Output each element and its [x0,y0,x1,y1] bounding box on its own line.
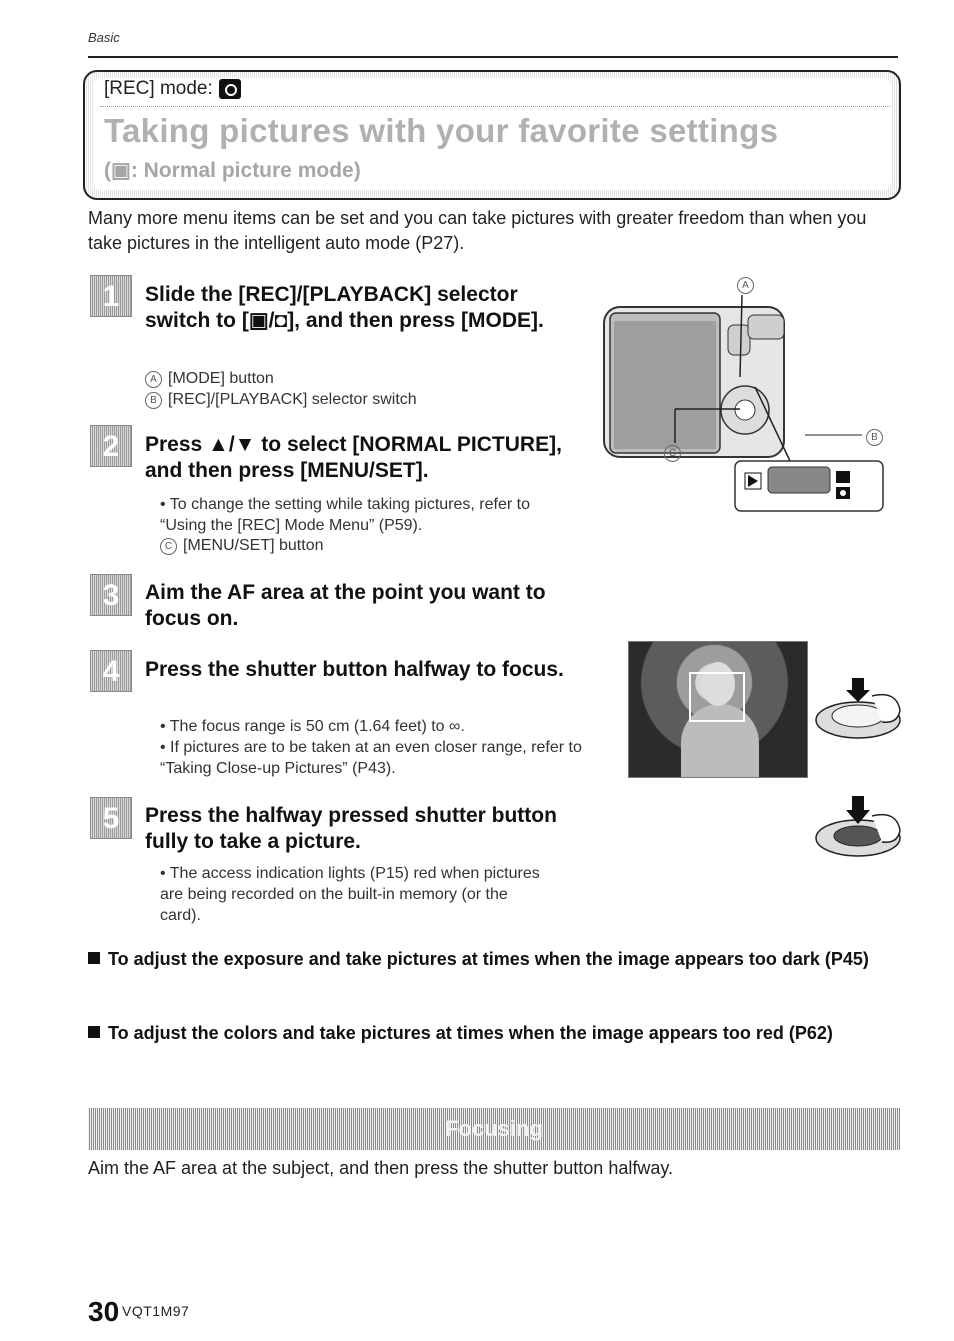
shutter-half-press-icon [812,676,904,744]
note-text: [MENU/SET] button [183,537,324,554]
step-number: 4 [90,650,132,692]
focusing-text: Aim the AF area at the subject, and then press the shutter button halfway. [88,1158,674,1178]
callout-label-a: A [737,276,760,294]
step-bullet: • To change the setting while taking pictures, refer to “Using the [REC] Mode Menu” (P59). [160,494,580,536]
focus-photo [628,641,808,778]
rec-mode-label [104,78,241,100]
focusing-heading: Focusing [445,1116,543,1141]
dotted-divider [100,106,890,107]
intro-paragraph: Many more menu items can be set and you can take pictures with greater freedom than when you take pictures in the intelligent auto mode (P27). [88,208,867,253]
step-heading: Press the halfway pressed shutter button fully to take a picture. [145,804,557,853]
top-rule [88,56,898,58]
section-label: Basic [88,30,120,45]
document-code: VQT1M97 [122,1303,190,1319]
step-number: 2 [90,425,132,467]
note-text: [MODE] button [168,370,274,387]
step-heading: Slide the [REC]/[PLAYBACK] selector switch to [▣/◘], and then press [MODE]. [145,283,544,332]
shutter-full-press-icon [812,794,904,862]
step-note [145,368,274,389]
tip-exposure: To adjust the exposure and take pictures at times when the image appears too dark (P45) [88,946,888,972]
page-number: 30 [88,1296,120,1327]
square-bullet-icon [88,952,100,964]
step-heading: Press the shutter button halfway to focus. [145,658,564,681]
callout-marker: C [160,538,177,555]
callout-marker: B [145,392,162,409]
step-note [145,389,417,410]
note-text: [REC]/[PLAYBACK] selector switch [168,391,417,408]
step-bullet: • The access indication lights (P15) red when pictures are being recorded on the built-in memory (or the card). [160,863,540,926]
step-note [160,535,324,556]
square-bullet-icon [88,1026,100,1038]
tip-colors: To adjust the colors and take pictures at times when the image appears too red (P62) [88,1020,888,1046]
page-subtitle: (▣: Normal picture mode) [104,159,361,182]
step-number: 1 [90,275,132,317]
step-bullet: • If pictures are to be taken at an even closer range, refer to “Taking Close-up Pictures” (P43). [160,737,590,779]
focusing-heading-bar [88,1108,900,1150]
step-number: 5 [90,797,132,839]
callout-marker: A [145,371,162,388]
camera-illustration [600,285,900,515]
callout-label-b: B [866,428,889,446]
step-heading: Press ▲/▼ to select [NORMAL PICTURE], and then press [MENU/SET]. [145,433,562,482]
page-title: Taking pictures with your favorite settings [104,112,779,149]
callout-label-c: C [664,444,687,462]
rec-mode-text: [REC] mode: [104,78,213,99]
step-number: 3 [90,574,132,616]
af-area-frame [689,672,745,722]
step-heading: Aim the AF area at the point you want to focus on. [145,581,546,630]
step-bullet: • The focus range is 50 cm (1.64 feet) to ∞. [160,716,590,737]
camera-icon [219,79,241,99]
